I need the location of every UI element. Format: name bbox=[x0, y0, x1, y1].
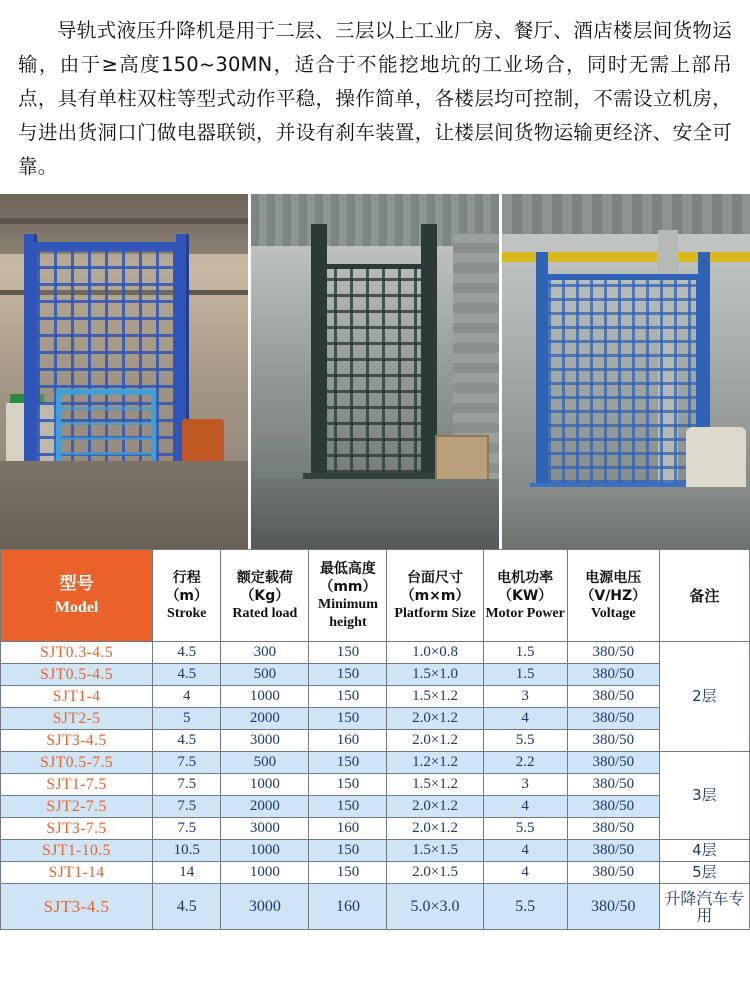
cell-load: 300 bbox=[221, 642, 309, 664]
cell-size: 1.2×1.2 bbox=[387, 752, 483, 774]
cell-stroke: 7.5 bbox=[153, 774, 221, 796]
header-platform-size: 台面尺寸 （m×m） Platform Size bbox=[387, 550, 483, 642]
table-row bbox=[1, 664, 750, 686]
cell-model: SJT0.3-4.5 bbox=[1, 642, 153, 664]
cell-size: 2.0×1.2 bbox=[387, 818, 483, 840]
cell-power: 1.5 bbox=[483, 642, 567, 664]
cell-model: SJT1-14 bbox=[1, 862, 153, 884]
cell-remark: 升降汽车专用 bbox=[659, 884, 749, 930]
table-row bbox=[1, 884, 750, 930]
cell-height: 160 bbox=[309, 884, 387, 930]
cell-remark: 3层 bbox=[659, 752, 749, 840]
table-row bbox=[1, 796, 750, 818]
table-body bbox=[1, 642, 750, 930]
cell-size: 1.5×1.2 bbox=[387, 774, 483, 796]
table-header-row bbox=[1, 550, 750, 642]
cell-model: SJT3-4.5 bbox=[1, 730, 153, 752]
table-row bbox=[1, 730, 750, 752]
cell-model: SJT3-4.5 bbox=[1, 884, 153, 930]
cell-load: 1000 bbox=[221, 840, 309, 862]
cell-remark: 5层 bbox=[659, 862, 749, 884]
cell-size: 2.0×1.5 bbox=[387, 862, 483, 884]
cell-load: 1000 bbox=[221, 862, 309, 884]
cell-voltage: 380/50 bbox=[567, 840, 659, 862]
cell-power: 5.5 bbox=[483, 884, 567, 930]
cell-height: 160 bbox=[309, 730, 387, 752]
cell-power: 1.5 bbox=[483, 664, 567, 686]
cell-stroke: 4.5 bbox=[153, 664, 221, 686]
cell-stroke: 7.5 bbox=[153, 818, 221, 840]
cell-model: SJT0.5-7.5 bbox=[1, 752, 153, 774]
cell-size: 5.0×3.0 bbox=[387, 884, 483, 930]
cell-remark: 2层 bbox=[659, 642, 749, 752]
photo-strip bbox=[0, 194, 750, 549]
cell-model: SJT3-7.5 bbox=[1, 818, 153, 840]
product-photo-2 bbox=[251, 194, 499, 549]
cell-stroke: 4.5 bbox=[153, 884, 221, 930]
cell-load: 500 bbox=[221, 664, 309, 686]
cell-size: 2.0×1.2 bbox=[387, 708, 483, 730]
cell-height: 150 bbox=[309, 774, 387, 796]
cell-stroke: 10.5 bbox=[153, 840, 221, 862]
header-rated-load: 额定载荷 （Kg） Rated load bbox=[221, 550, 309, 642]
cell-load: 3000 bbox=[221, 730, 309, 752]
cell-size: 2.0×1.2 bbox=[387, 796, 483, 818]
cell-height: 150 bbox=[309, 642, 387, 664]
cell-voltage: 380/50 bbox=[567, 642, 659, 664]
intro-paragraph: 导轨式液压升降机是用于二层、三层以上工业厂房、餐厅、酒店楼层间货物运输，由于≥高度150~30MN，适合于不能挖地坑的工业场合，同时无需上部吊点，具有单柱双柱等型式动作平稳，操作简单，各楼层均可控制，不需设立机房，与进出货洞口门做电器联锁，并设有刹车装置，让楼层间货物运输更经济、安全可靠。 bbox=[18, 19, 732, 178]
cell-stroke: 5 bbox=[153, 708, 221, 730]
product-photo-1 bbox=[0, 194, 248, 549]
cell-voltage: 380/50 bbox=[567, 774, 659, 796]
cell-load: 2000 bbox=[221, 796, 309, 818]
cell-power: 3 bbox=[483, 774, 567, 796]
cell-size: 1.5×1.5 bbox=[387, 840, 483, 862]
cell-load: 1000 bbox=[221, 686, 309, 708]
cell-voltage: 380/50 bbox=[567, 708, 659, 730]
cell-height: 150 bbox=[309, 862, 387, 884]
cell-stroke: 4.5 bbox=[153, 642, 221, 664]
cell-power: 4 bbox=[483, 862, 567, 884]
cell-voltage: 380/50 bbox=[567, 752, 659, 774]
header-remark: 备注 bbox=[659, 550, 749, 642]
cell-voltage: 380/50 bbox=[567, 862, 659, 884]
table-row bbox=[1, 752, 750, 774]
cell-model: SJT2-7.5 bbox=[1, 796, 153, 818]
table-row bbox=[1, 818, 750, 840]
cell-size: 1.5×1.0 bbox=[387, 664, 483, 686]
cell-load: 3000 bbox=[221, 884, 309, 930]
header-motor-power: 电机功率 （KW） Motor Power bbox=[483, 550, 567, 642]
cell-power: 4 bbox=[483, 796, 567, 818]
cell-power: 5.5 bbox=[483, 730, 567, 752]
cell-load: 3000 bbox=[221, 818, 309, 840]
cell-power: 2.2 bbox=[483, 752, 567, 774]
table-row bbox=[1, 840, 750, 862]
table-row bbox=[1, 708, 750, 730]
header-voltage: 电源电压 （V/HZ） Voltage bbox=[567, 550, 659, 642]
cell-size: 2.0×1.2 bbox=[387, 730, 483, 752]
cell-size: 1.5×1.2 bbox=[387, 686, 483, 708]
header-minimum-height: 最低高度 （mm） Minimum height bbox=[309, 550, 387, 642]
table-row bbox=[1, 862, 750, 884]
cell-voltage: 380/50 bbox=[567, 796, 659, 818]
cell-stroke: 7.5 bbox=[153, 752, 221, 774]
cell-stroke: 14 bbox=[153, 862, 221, 884]
header-stroke: 行程 （m） Stroke bbox=[153, 550, 221, 642]
cell-model: SJT1-4 bbox=[1, 686, 153, 708]
header-model: 型号 Model bbox=[1, 550, 153, 642]
cell-load: 500 bbox=[221, 752, 309, 774]
cell-model: SJT2-5 bbox=[1, 708, 153, 730]
table-row bbox=[1, 774, 750, 796]
cell-load: 2000 bbox=[221, 708, 309, 730]
table-row bbox=[1, 642, 750, 664]
cell-power: 4 bbox=[483, 708, 567, 730]
cell-height: 150 bbox=[309, 840, 387, 862]
cell-height: 150 bbox=[309, 686, 387, 708]
cell-voltage: 380/50 bbox=[567, 884, 659, 930]
cell-voltage: 380/50 bbox=[567, 730, 659, 752]
cell-voltage: 380/50 bbox=[567, 818, 659, 840]
cell-height: 150 bbox=[309, 796, 387, 818]
cell-size: 1.0×0.8 bbox=[387, 642, 483, 664]
cell-load: 1000 bbox=[221, 774, 309, 796]
cell-stroke: 4.5 bbox=[153, 730, 221, 752]
product-photo-3 bbox=[502, 194, 750, 549]
cell-voltage: 380/50 bbox=[567, 664, 659, 686]
cell-power: 3 bbox=[483, 686, 567, 708]
cell-height: 150 bbox=[309, 664, 387, 686]
cell-model: SJT0.5-4.5 bbox=[1, 664, 153, 686]
cell-stroke: 7.5 bbox=[153, 796, 221, 818]
table-row bbox=[1, 686, 750, 708]
cell-model: SJT1-10.5 bbox=[1, 840, 153, 862]
cell-power: 5.5 bbox=[483, 818, 567, 840]
cell-voltage: 380/50 bbox=[567, 686, 659, 708]
cell-height: 150 bbox=[309, 708, 387, 730]
cell-height: 150 bbox=[309, 752, 387, 774]
cell-stroke: 4 bbox=[153, 686, 221, 708]
cell-model: SJT1-7.5 bbox=[1, 774, 153, 796]
cell-remark: 4层 bbox=[659, 840, 749, 862]
specification-table bbox=[0, 549, 750, 930]
cell-height: 160 bbox=[309, 818, 387, 840]
cell-power: 4 bbox=[483, 840, 567, 862]
